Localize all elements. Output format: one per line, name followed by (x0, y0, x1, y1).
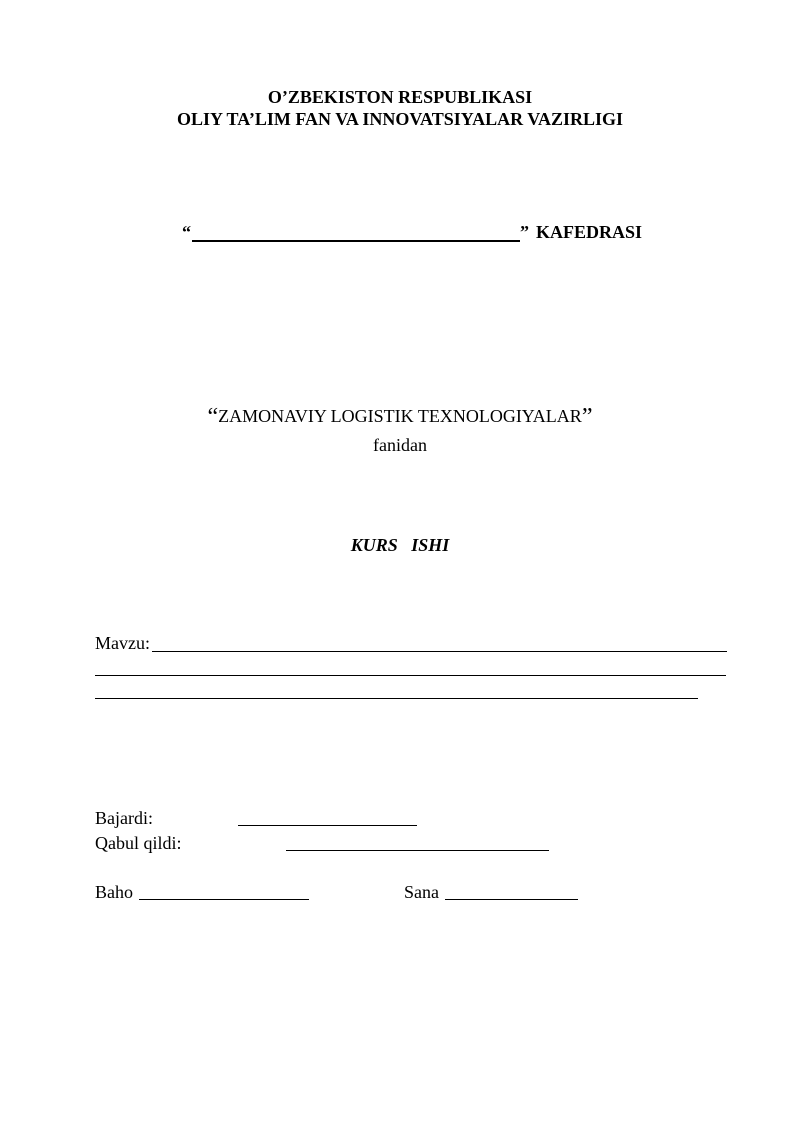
subject-close-quote: ” (581, 404, 593, 430)
date-label: Sana (404, 882, 439, 902)
grade-blank (139, 899, 309, 900)
department-name-blank (192, 240, 520, 242)
topic-label: Mavzu: (95, 633, 150, 653)
subject-title-line (0, 405, 800, 428)
grade-label: Baho (95, 882, 133, 902)
receiver-blank (286, 850, 549, 851)
topic-blank-line3 (95, 698, 698, 699)
department-open-quote: “ (182, 222, 191, 242)
performer-blank (238, 825, 417, 826)
subject-open-quote: “ (207, 404, 219, 430)
ministry-header-line2: OLIY TA’LIM FAN VA INNOVATSIYALAR VAZIRLIGI (177, 109, 623, 129)
topic-blank-line2 (95, 675, 726, 676)
subject-title: ZAMONAVIY LOGISTIK TEXNOLOGIYALAR (218, 406, 582, 426)
department-close-quote: ” (520, 222, 529, 242)
document-type: KURS ISHI (350, 535, 450, 555)
topic-blank-line1 (152, 651, 727, 652)
receiver-label: Qabul qildi: (95, 833, 182, 853)
date-blank (445, 899, 578, 900)
subject-subtitle: fanidan (373, 435, 427, 455)
department-suffix: KAFEDRASI (536, 222, 643, 242)
performer-label: Bajardi: (95, 808, 153, 828)
ministry-header-line1: O’ZBEKISTON RESPUBLIKASI (267, 87, 533, 107)
